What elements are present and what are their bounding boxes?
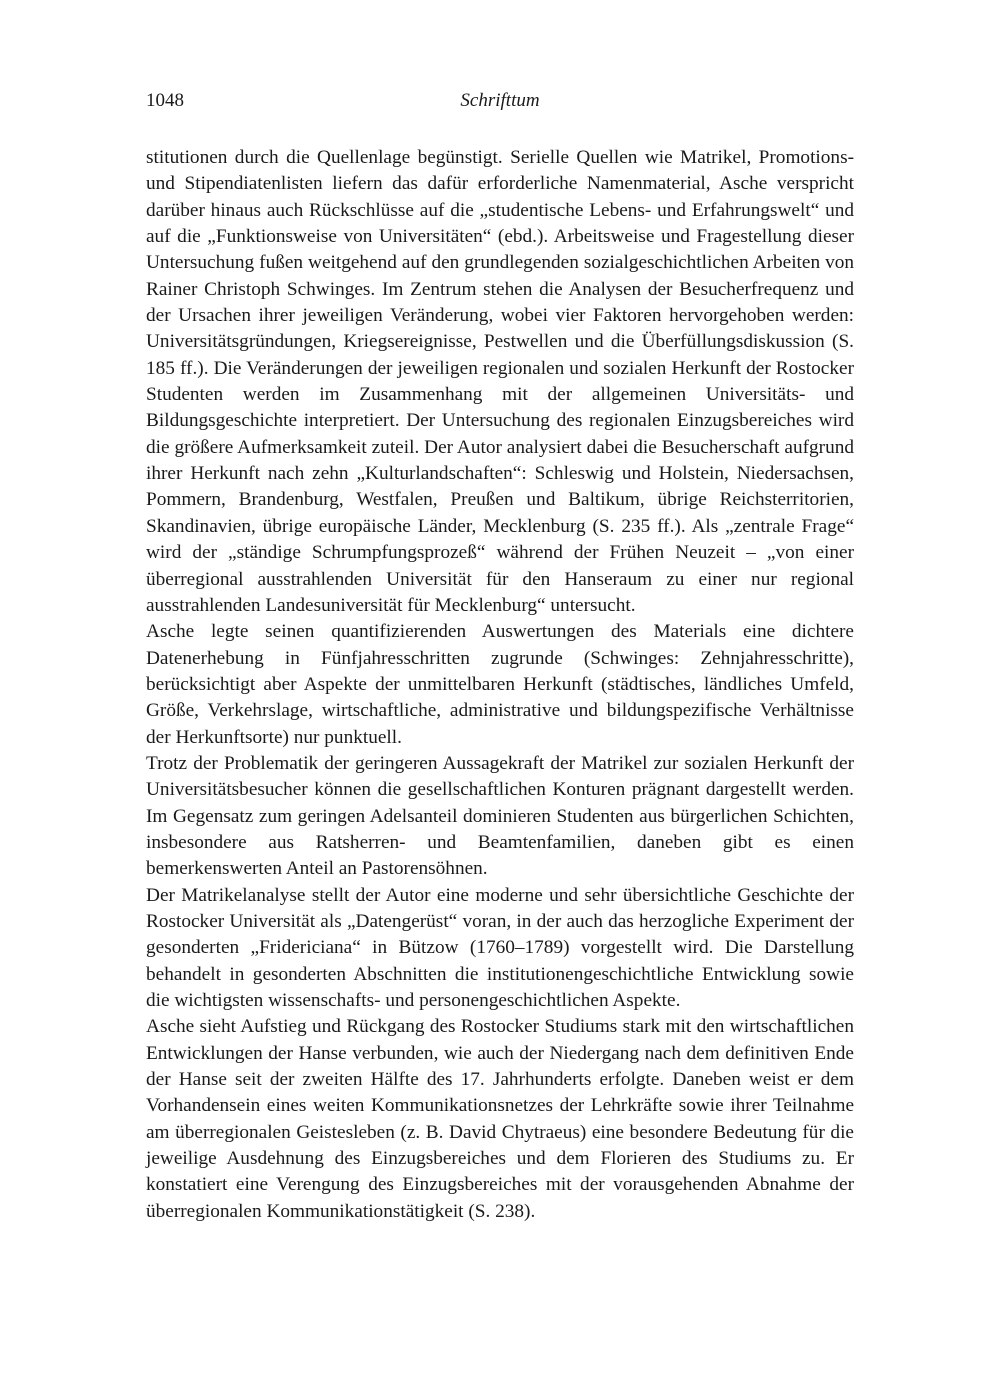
- paragraph-3: Trotz der Problematik der geringeren Aussagekraft der Matrikel zur sozialen Herkunft der Universitätsbesucher können die gesellschaftlichen Konturen prägnant dargestellt werden. Im Gegensatz zum geringen Adelsanteil dominieren Studenten aus bürgerlichen Schichten, insbesondere aus Ratsherren- und Beamtenfamilien, daneben gibt es einen bemerkenswerten Anteil an Pastorensöhnen.: [146, 752, 854, 880]
- body-text: [146, 145, 854, 1225]
- running-head: [146, 90, 854, 116]
- paragraph-1: stitutionen durch die Quellenlage begünstigt. Serielle Quellen wie Matrikel, Promotions- und Stipendiatenlisten liefern das dafür erforderliche Namenmaterial, Asche verspricht darüber hinaus auch Rückschlüsse auf die „studentische Lebens- und Erfahrungswelt“ und auf die „Funktionsweise von Universitäten“ (ebd.). Arbeitsweise und Fragestellung dieser Untersuchung fußen weitgehend auf den grundlegenden sozialgeschichtlichen Arbeiten von Rainer Christoph Schwinges. Im Zentrum stehen die Analysen der Besucherfrequenz und der Ursachen ihrer jeweiligen Veränderung, wobei vier Faktoren hervorgehoben werden: Universitätsgründungen, Kriegsereignisse, Pestwellen und die Überfüllungsdiskussion (S. 185 ff.). Die Veränderungen der jeweiligen regionalen und sozialen Herkunft der Rostocker Studenten werden im Zusammenhang mit der allgemeinen Universitäts- und Bildungsgeschichte interpretiert. Der Untersuchung des regionalen Einzugsbereiches wird die größere Aufmerksamkeit zuteil. Der Autor analysiert dabei die Besucherschaft aufgrund ihrer Herkunft nach zehn „Kulturlandschaften“: Schleswig und Holstein, Niedersachsen, Pommern, Brandenburg, Westfalen, Preußen und Baltikum, übrige Reichsterritorien, Skandinavien, übrige europäische Länder, Mecklenburg (S. 235 ff.). Als „zentrale Frage“ wird der „ständige Schrumpfungsprozeß“ während der Frühen Neuzeit – „von einer überregional ausstrahlenden Universität für den Hanseraum zu einer nur regional ausstrahlenden Landesuniversität für Mecklenburg“ untersucht.: [146, 147, 854, 616]
- paragraph-2: Asche legte seinen quantifizierenden Auswertungen des Materials eine dichtere Datenerhebung in Fünfjahresschritten zugrunde (Schwinges: Zehnjahresschritte), berücksichtigt aber Aspekte der unmittelbaren Herkunft (städtisches, ländliches Umfeld, Größe, Verkehrslage, wirtschaftliche, administrative und bildungspezifische Verhältnisse der Herkunftsorte) nur punktuell.: [146, 621, 854, 748]
- paragraph-5: Asche sieht Aufstieg und Rückgang des Rostocker Studiums stark mit den wirtschaftlichen Entwicklungen der Hanse verbunden, wie auch der Niedergang nach dem definitiven Ende der Hanse seit der zweiten Hälfte des 17. Jahrhunderts erfolgte. Daneben weist er dem Vorhandensein eines weiten Kommunikationsnetzes der Lehrkräfte sowie ihrer Teilnahme am überregionalen Geistesleben (z. B. David Chytraeus) eine besondere Bedeutung für die jeweilige Ausdehnung des Einzugsbereiches und dem Florieren des Studiums zu. Er konstatiert eine Verengung des Einzugsbereiches mit der vorausgehenden Abnahme der überregionalen Kommunikationstätigkeit (S. 238).: [146, 1016, 854, 1222]
- page-number: 1048: [146, 90, 184, 111]
- running-title: Schrifttum: [460, 90, 540, 111]
- paragraph-4: Der Matrikelanalyse stellt der Autor eine moderne und sehr übersichtliche Geschichte der Rostocker Universität als „Datengerüst“ voran, in der auch das herzogliche Experiment der gesonderten „Fridericiana“ in Bützow (1760–1789) vorgestellt wird. Die Darstellung behandelt in gesonderten Abschnitten die institutionengeschichtliche Entwicklung sowie die wichtigsten wissenschafts- und personengeschichtlichen Aspekte.: [146, 884, 854, 1011]
